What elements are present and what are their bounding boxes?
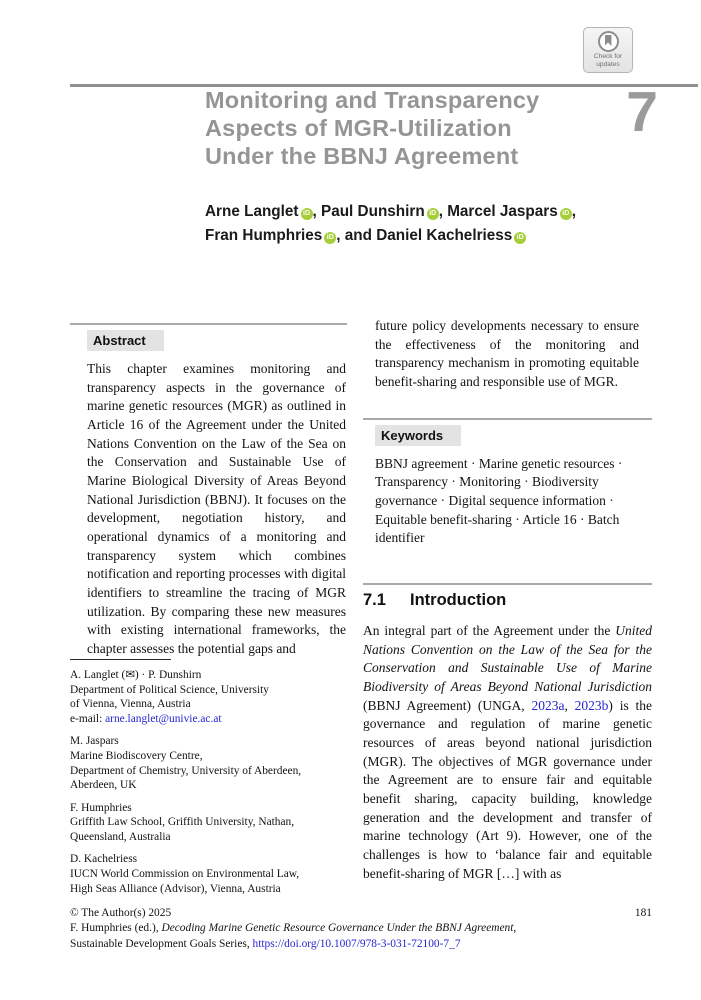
chapter-title-line3: Under the BBNJ Agreement (205, 142, 519, 169)
check-for-updates-badge[interactable] (583, 27, 633, 73)
orcid-icon[interactable]: iD (301, 208, 313, 220)
chapter-title-line2: Aspects of MGR-Utilization (205, 114, 512, 141)
affiliation-block: A. Langlet (✉) · P. Dunshirn Department of Political Science, University of Vienna, Vienna, Austria e-mail: arne.langlet@univie.ac.at (70, 669, 269, 726)
inline-link[interactable]: 2023a (531, 697, 565, 713)
author-name: Paul Dunshirn (321, 203, 425, 220)
inline-link[interactable]: 2023b (574, 697, 609, 713)
author-separator: , and (336, 226, 377, 244)
chapter-title-line1: Monitoring and Transparency (205, 87, 540, 113)
bookmark-icon (605, 35, 612, 46)
right-column (363, 317, 652, 883)
affiliation-block: F. Humphries Griffith Law School, Griffith University, Nathan, Queensland, Australia (70, 801, 295, 844)
footer-editor-line: F. Humphries (ed.), Decoding Marine Genetic Resource Governance Under the BBNJ Agreement, (70, 922, 517, 935)
orcid-icon[interactable]: iD (324, 232, 336, 244)
crossmark-icon (598, 31, 619, 52)
author-separator: , (438, 203, 448, 220)
orcid-icon[interactable]: iD (560, 208, 572, 220)
section-rule (363, 583, 652, 585)
author-name: Arne Langlet (205, 203, 299, 220)
affiliation-block: D. Kachelriess IUCN World Commission on Environmental Law, High Seas Alliance (Advisor), Vienna, Austria (70, 853, 300, 895)
introduction-paragraph: An integral part of the Agreement under the United Nations Convention on the Law of the Sea for the Conservation and Sustainable Use of Marine Biodiversity of Areas Beyond National Jurisdiction (BBNJ Agreement) (UNGA, 2023a, 2023b) is the governance and regulation of marine genetic resources of areas beyond national jurisdiction (MGR). The objectives of MGR governance under the Agreement are to ensure fair and equitable benefit sharing, capacity building, knowledge generation and the development and transfer of marine technology (Art 9). However, one of the challenges is how to ‘balance fair and equitable benefit-sharing of MGR […] with as (363, 623, 652, 881)
author-name: Daniel Kachelriess (376, 226, 513, 244)
inline-link[interactable]: https://doi.org/10.1007/978-3-031-72100-7_7 (252, 937, 461, 950)
keywords-section (375, 420, 641, 549)
author-separator: , (312, 203, 321, 220)
affiliation-block: M. Jaspars Marine Biodiscovery Centre, Department of Chemistry, University of Aberdeen, Aberdeen, UK (70, 735, 302, 792)
email-link[interactable]: arne.langlet@univie.ac.at (105, 713, 222, 726)
author-name: Fran Humphries (205, 226, 323, 244)
affiliation-list (70, 668, 364, 896)
page-number: 181 (634, 907, 652, 919)
badge-label-line1: Check for (593, 53, 623, 60)
chapter-title (205, 87, 615, 170)
abstract-section (87, 325, 346, 659)
author-name: Marcel Jaspars (447, 203, 558, 220)
left-column (70, 323, 347, 659)
section-title: Introduction (410, 591, 507, 610)
page-footer (70, 906, 652, 952)
chapter-number: 7 (626, 80, 658, 144)
abstract-text-col1: This chapter examines monitoring and transparency aspects in the governance of marine genetic resources (MGR) as outlined in Article 16 of the Agreement under the United Nations Convention on the Law of the Sea on the Conservation and Sustainable Use of Marine Biological Diversity of Areas Beyond National Jurisdiction (BBNJ). It focuses on the development, negotiation history, and operational dynamics of a monitoring and transparency system which combines notification and reporting processes with digital identifiers to streamline the tracing of MGR utilization. By comparing these new measures with existing international frameworks, the chapter assesses the potential gaps and (87, 361, 346, 656)
orcid-icon[interactable]: iD (427, 208, 439, 220)
abstract-label: Abstract (87, 330, 164, 351)
keywords-label: Keywords (375, 425, 461, 446)
footnote-rule (70, 659, 171, 660)
abstract-text-col2: future policy developments necessary to ensure the effectiveness of the monitoring and transparency mechanism in promoting equitable benefit-sharing and responsible use of MGR. (375, 318, 639, 389)
author-separator: , (571, 203, 576, 220)
keywords-text: BBNJ agreement · Marine genetic resources · Transparency · Monitoring · Biodiversity governance · Digital sequence information · Equitable benefit-sharing · Article 16 · Batch identifier (375, 455, 623, 546)
copyright-notice: © The Author(s) 2025 (70, 907, 172, 919)
footer-series-line: Sustainable Development Goals Series, https://doi.org/10.1007/978-3-031-72100-7_7 (70, 937, 461, 950)
section-heading (363, 591, 652, 610)
affiliations-footnote (70, 659, 364, 904)
badge-label-line2: updates (596, 60, 620, 68)
orcid-icon[interactable]: iD (514, 232, 526, 244)
section-number: 7.1 (363, 591, 386, 610)
author-list (205, 200, 625, 247)
